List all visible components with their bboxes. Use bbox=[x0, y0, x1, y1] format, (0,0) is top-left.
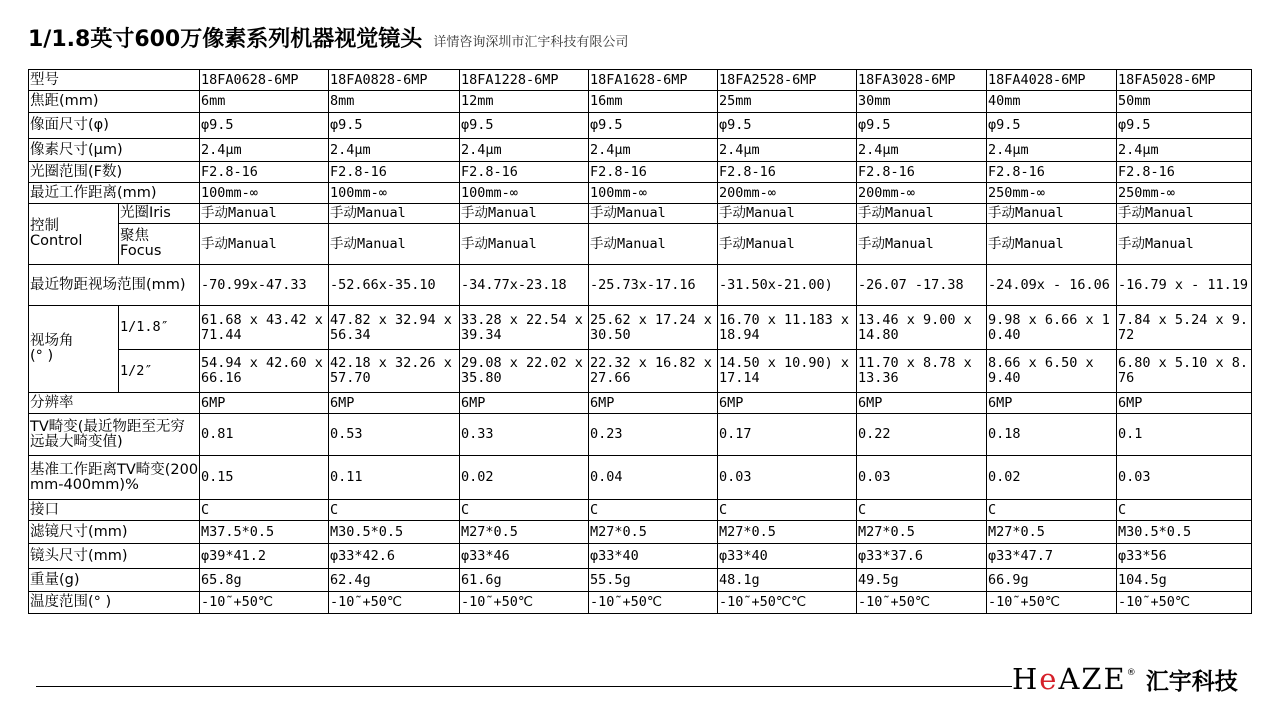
cell-focus: 手动Manual bbox=[329, 224, 460, 265]
cell-iris: 手动Manual bbox=[589, 204, 718, 224]
table-row bbox=[29, 414, 1252, 456]
cell-aperture: F2.8-16 bbox=[460, 162, 589, 183]
cell-focal: 16mm bbox=[589, 91, 718, 113]
cell-focal: 30mm bbox=[857, 91, 987, 113]
cell-pixel: 2.4μm bbox=[718, 139, 857, 162]
cell-fov-12: 8.66 x 6.50 x 9.40 bbox=[987, 350, 1117, 393]
cell-mount: C bbox=[718, 500, 857, 521]
cell-ref-distortion: 0.03 bbox=[1117, 456, 1252, 500]
cell-image-circle: φ9.5 bbox=[460, 113, 589, 139]
row-sublabel-fov-1-1-8: 1/1.8″ bbox=[119, 306, 200, 350]
cell-focal: 8mm bbox=[329, 91, 460, 113]
cell-filter: M27*0.5 bbox=[857, 521, 987, 544]
cell-resolution: 6MP bbox=[200, 393, 329, 414]
cell-temperature: -10˜+50℃ bbox=[460, 592, 589, 614]
logo-wordmark: HeAZE bbox=[1012, 662, 1127, 696]
cell-temperature: -10˜+50℃ bbox=[329, 592, 460, 614]
cell-weight: 48.1g bbox=[718, 569, 857, 592]
row-sublabel-fov-1-2: 1/2″ bbox=[119, 350, 200, 393]
row-label-model: 型号 bbox=[29, 70, 200, 91]
cell-aperture: F2.8-16 bbox=[718, 162, 857, 183]
cell-temperature: -10˜+50℃ bbox=[1117, 592, 1252, 614]
cell-resolution: 6MP bbox=[329, 393, 460, 414]
page-title-text: 1/1.8英寸600万像素系列机器视觉镜头 bbox=[28, 27, 423, 52]
table-row bbox=[29, 113, 1252, 139]
cell-ref-distortion: 0.02 bbox=[460, 456, 589, 500]
company-logo bbox=[1012, 662, 1238, 702]
cell-image-circle: φ9.5 bbox=[718, 113, 857, 139]
cell-min-fov: -70.99x-47.33 bbox=[200, 265, 329, 306]
cell-mount: C bbox=[1117, 500, 1252, 521]
cell-tv-distortion: 0.18 bbox=[987, 414, 1117, 456]
table-row bbox=[29, 306, 1252, 350]
row-label-lens-size: 镜头尺寸(mm) bbox=[29, 544, 200, 569]
cell-tv-distortion: 0.53 bbox=[329, 414, 460, 456]
row-label-image-circle: 像面尺寸(φ) bbox=[29, 113, 200, 139]
cell-weight: 61.6g bbox=[460, 569, 589, 592]
cell-pixel: 2.4μm bbox=[857, 139, 987, 162]
cell-lens-size: φ33*46 bbox=[460, 544, 589, 569]
registered-mark: ® bbox=[1126, 668, 1136, 678]
cell-min-fov: -16.79 x - 11.19 bbox=[1117, 265, 1252, 306]
cell-fov-18: 33.28 x 22.54 x 39.34 bbox=[460, 306, 589, 350]
cell-models: 18FA0628-6MP bbox=[200, 70, 329, 91]
cell-work-dist: 250mm-∞ bbox=[987, 183, 1117, 204]
row-label-tv-distortion: TV畸变(最近物距至无穷远最大畸变值) bbox=[29, 414, 200, 456]
cell-iris: 手动Manual bbox=[718, 204, 857, 224]
table-row bbox=[29, 592, 1252, 614]
cell-lens-size: φ33*56 bbox=[1117, 544, 1252, 569]
cell-work-dist: 250mm-∞ bbox=[1117, 183, 1252, 204]
cell-fov-18: 9.98 x 6.66 x 10.40 bbox=[987, 306, 1117, 350]
cell-image-circle: φ9.5 bbox=[200, 113, 329, 139]
cell-weight: 66.9g bbox=[987, 569, 1117, 592]
cell-resolution: 6MP bbox=[1117, 393, 1252, 414]
cell-fov-18: 7.84 x 5.24 x 9.72 bbox=[1117, 306, 1252, 350]
row-label-weight: 重量(g) bbox=[29, 569, 200, 592]
cell-fov-12: 54.94 x 42.60 x 66.16 bbox=[200, 350, 329, 393]
cell-work-dist: 100mm-∞ bbox=[200, 183, 329, 204]
cell-iris: 手动Manual bbox=[1117, 204, 1252, 224]
cell-resolution: 6MP bbox=[857, 393, 987, 414]
cell-mount: C bbox=[987, 500, 1117, 521]
cell-tv-distortion: 0.1 bbox=[1117, 414, 1252, 456]
cell-resolution: 6MP bbox=[589, 393, 718, 414]
cell-weight: 55.5g bbox=[589, 569, 718, 592]
cell-filter: M27*0.5 bbox=[460, 521, 589, 544]
cell-mount: C bbox=[589, 500, 718, 521]
cell-fov-18: 16.70 x 11.183 x 18.94 bbox=[718, 306, 857, 350]
cell-mount: C bbox=[460, 500, 589, 521]
cell-mount: C bbox=[200, 500, 329, 521]
cell-pixel: 2.4μm bbox=[1117, 139, 1252, 162]
row-label-pixel: 像素尺寸(μm) bbox=[29, 139, 200, 162]
table-row bbox=[29, 139, 1252, 162]
row-label-aperture: 光圈范围(F数) bbox=[29, 162, 200, 183]
cell-focus: 手动Manual bbox=[987, 224, 1117, 265]
cell-ref-distortion: 0.11 bbox=[329, 456, 460, 500]
cell-models: 18FA1228-6MP bbox=[460, 70, 589, 91]
cell-lens-size: φ33*42.6 bbox=[329, 544, 460, 569]
cell-tv-distortion: 0.81 bbox=[200, 414, 329, 456]
cell-models: 18FA3028-6MP bbox=[857, 70, 987, 91]
row-label-min-fov: 最近物距视场范围(mm) bbox=[29, 265, 200, 306]
row-label-ref-distortion: 基准工作距离TV畸变(200mm-400mm)% bbox=[29, 456, 200, 500]
cell-image-circle: φ9.5 bbox=[987, 113, 1117, 139]
cell-models: 18FA2528-6MP bbox=[718, 70, 857, 91]
cell-pixel: 2.4μm bbox=[589, 139, 718, 162]
cell-temperature: -10˜+50℃℃ bbox=[718, 592, 857, 614]
cell-lens-size: φ33*47.7 bbox=[987, 544, 1117, 569]
cell-aperture: F2.8-16 bbox=[987, 162, 1117, 183]
cell-fov-12: 11.70 x 8.78 x 13.36 bbox=[857, 350, 987, 393]
cell-work-dist: 100mm-∞ bbox=[460, 183, 589, 204]
cell-focal: 50mm bbox=[1117, 91, 1252, 113]
page-subtitle: 详情咨询深圳市汇宇科技有限公司 bbox=[433, 35, 629, 50]
cell-focus: 手动Manual bbox=[200, 224, 329, 265]
cell-fov-18: 25.62 x 17.24 x 30.50 bbox=[589, 306, 718, 350]
table-row bbox=[29, 162, 1252, 183]
cell-lens-size: φ33*40 bbox=[589, 544, 718, 569]
cell-work-dist: 200mm-∞ bbox=[718, 183, 857, 204]
row-label-fov-angle: 视场角 (° ) bbox=[29, 306, 119, 393]
spec-table bbox=[28, 69, 1252, 614]
table-row bbox=[29, 183, 1252, 204]
cell-temperature: -10˜+50℃ bbox=[987, 592, 1117, 614]
cell-resolution: 6MP bbox=[460, 393, 589, 414]
cell-min-fov: -31.50x-21.00) bbox=[718, 265, 857, 306]
cell-work-dist: 100mm-∞ bbox=[589, 183, 718, 204]
cell-image-circle: φ9.5 bbox=[589, 113, 718, 139]
cell-image-circle: φ9.5 bbox=[329, 113, 460, 139]
cell-ref-distortion: 0.03 bbox=[718, 456, 857, 500]
cell-lens-size: φ33*40 bbox=[718, 544, 857, 569]
cell-filter: M27*0.5 bbox=[718, 521, 857, 544]
cell-mount: C bbox=[329, 500, 460, 521]
table-row bbox=[29, 91, 1252, 113]
cell-iris: 手动Manual bbox=[857, 204, 987, 224]
row-label-control: 控制 Control bbox=[29, 204, 119, 265]
table-row bbox=[29, 544, 1252, 569]
cell-focus: 手动Manual bbox=[1117, 224, 1252, 265]
cell-filter: M30.5*0.5 bbox=[329, 521, 460, 544]
cell-temperature: -10˜+50℃ bbox=[857, 592, 987, 614]
table-row bbox=[29, 393, 1252, 414]
cell-fov-12: 6.80 x 5.10 x 8.76 bbox=[1117, 350, 1252, 393]
cell-ref-distortion: 0.04 bbox=[589, 456, 718, 500]
table-row bbox=[29, 265, 1252, 306]
cell-image-circle: φ9.5 bbox=[857, 113, 987, 139]
cell-min-fov: -24.09x - 16.06 bbox=[987, 265, 1117, 306]
cell-models: 18FA1628-6MP bbox=[589, 70, 718, 91]
logo-chinese-name: 汇宇科技 bbox=[1145, 668, 1238, 695]
cell-fov-12: 22.32 x 16.82 x 27.66 bbox=[589, 350, 718, 393]
cell-work-dist: 200mm-∞ bbox=[857, 183, 987, 204]
cell-models: 18FA0828-6MP bbox=[329, 70, 460, 91]
cell-aperture: F2.8-16 bbox=[1117, 162, 1252, 183]
footer-divider bbox=[36, 686, 1012, 687]
row-label-filter: 滤镜尺寸(mm) bbox=[29, 521, 200, 544]
cell-lens-size: φ39*41.2 bbox=[200, 544, 329, 569]
cell-ref-distortion: 0.02 bbox=[987, 456, 1117, 500]
cell-pixel: 2.4μm bbox=[329, 139, 460, 162]
cell-tv-distortion: 0.22 bbox=[857, 414, 987, 456]
row-label-mount: 接口 bbox=[29, 500, 200, 521]
cell-fov-12: 14.50 x 10.90) x 17.14 bbox=[718, 350, 857, 393]
cell-models: 18FA5028-6MP bbox=[1117, 70, 1252, 91]
cell-aperture: F2.8-16 bbox=[857, 162, 987, 183]
cell-fov-18: 47.82 x 32.94 x 56.34 bbox=[329, 306, 460, 350]
cell-filter: M30.5*0.5 bbox=[1117, 521, 1252, 544]
cell-pixel: 2.4μm bbox=[987, 139, 1117, 162]
cell-aperture: F2.8-16 bbox=[329, 162, 460, 183]
cell-temperature: -10˜+50℃ bbox=[589, 592, 718, 614]
table-row bbox=[29, 224, 1252, 265]
table-row bbox=[29, 456, 1252, 500]
cell-min-fov: -52.66x-35.10 bbox=[329, 265, 460, 306]
cell-resolution: 6MP bbox=[718, 393, 857, 414]
cell-focal: 25mm bbox=[718, 91, 857, 113]
table-row bbox=[29, 521, 1252, 544]
row-label-focal: 焦距(mm) bbox=[29, 91, 200, 113]
cell-tv-distortion: 0.33 bbox=[460, 414, 589, 456]
cell-fov-18: 61.68 x 43.42 x 71.44 bbox=[200, 306, 329, 350]
cell-iris: 手动Manual bbox=[200, 204, 329, 224]
cell-ref-distortion: 0.15 bbox=[200, 456, 329, 500]
cell-work-dist: 100mm-∞ bbox=[329, 183, 460, 204]
cell-pixel: 2.4μm bbox=[460, 139, 589, 162]
cell-focus: 手动Manual bbox=[460, 224, 589, 265]
cell-iris: 手动Manual bbox=[329, 204, 460, 224]
table-row bbox=[29, 70, 1252, 91]
cell-tv-distortion: 0.23 bbox=[589, 414, 718, 456]
cell-filter: M37.5*0.5 bbox=[200, 521, 329, 544]
cell-resolution: 6MP bbox=[987, 393, 1117, 414]
cell-focus: 手动Manual bbox=[589, 224, 718, 265]
cell-mount: C bbox=[857, 500, 987, 521]
cell-models: 18FA4028-6MP bbox=[987, 70, 1117, 91]
cell-temperature: -10˜+50℃ bbox=[200, 592, 329, 614]
cell-min-fov: -26.07 -17.38 bbox=[857, 265, 987, 306]
row-label-resolution: 分辨率 bbox=[29, 393, 200, 414]
cell-image-circle: φ9.5 bbox=[1117, 113, 1252, 139]
cell-fov-12: 29.08 x 22.02 x 35.80 bbox=[460, 350, 589, 393]
cell-weight: 62.4g bbox=[329, 569, 460, 592]
cell-fov-18: 13.46 x 9.00 x 14.80 bbox=[857, 306, 987, 350]
cell-focus: 手动Manual bbox=[857, 224, 987, 265]
row-label-temperature: 温度范围(° ) bbox=[29, 592, 200, 614]
cell-pixel: 2.4μm bbox=[200, 139, 329, 162]
cell-ref-distortion: 0.03 bbox=[857, 456, 987, 500]
cell-min-fov: -25.73x-17.16 bbox=[589, 265, 718, 306]
cell-fov-12: 42.18 x 32.26 x 57.70 bbox=[329, 350, 460, 393]
cell-lens-size: φ33*37.6 bbox=[857, 544, 987, 569]
table-row bbox=[29, 500, 1252, 521]
table-row bbox=[29, 569, 1252, 592]
row-sublabel-iris: 光圈Iris bbox=[119, 204, 200, 224]
cell-min-fov: -34.77x-23.18 bbox=[460, 265, 589, 306]
table-row bbox=[29, 350, 1252, 393]
cell-aperture: F2.8-16 bbox=[200, 162, 329, 183]
cell-focal: 40mm bbox=[987, 91, 1117, 113]
cell-weight: 104.5g bbox=[1117, 569, 1252, 592]
cell-iris: 手动Manual bbox=[987, 204, 1117, 224]
row-label-work-dist: 最近工作距离(mm) bbox=[29, 183, 200, 204]
table-row bbox=[29, 204, 1252, 224]
page-title bbox=[28, 22, 628, 53]
cell-focal: 12mm bbox=[460, 91, 589, 113]
cell-iris: 手动Manual bbox=[460, 204, 589, 224]
cell-tv-distortion: 0.17 bbox=[718, 414, 857, 456]
cell-filter: M27*0.5 bbox=[987, 521, 1117, 544]
cell-weight: 65.8g bbox=[200, 569, 329, 592]
cell-weight: 49.5g bbox=[857, 569, 987, 592]
cell-focus: 手动Manual bbox=[718, 224, 857, 265]
cell-aperture: F2.8-16 bbox=[589, 162, 718, 183]
cell-focal: 6mm bbox=[200, 91, 329, 113]
cell-filter: M27*0.5 bbox=[589, 521, 718, 544]
row-sublabel-focus: 聚焦 Focus bbox=[119, 224, 200, 265]
